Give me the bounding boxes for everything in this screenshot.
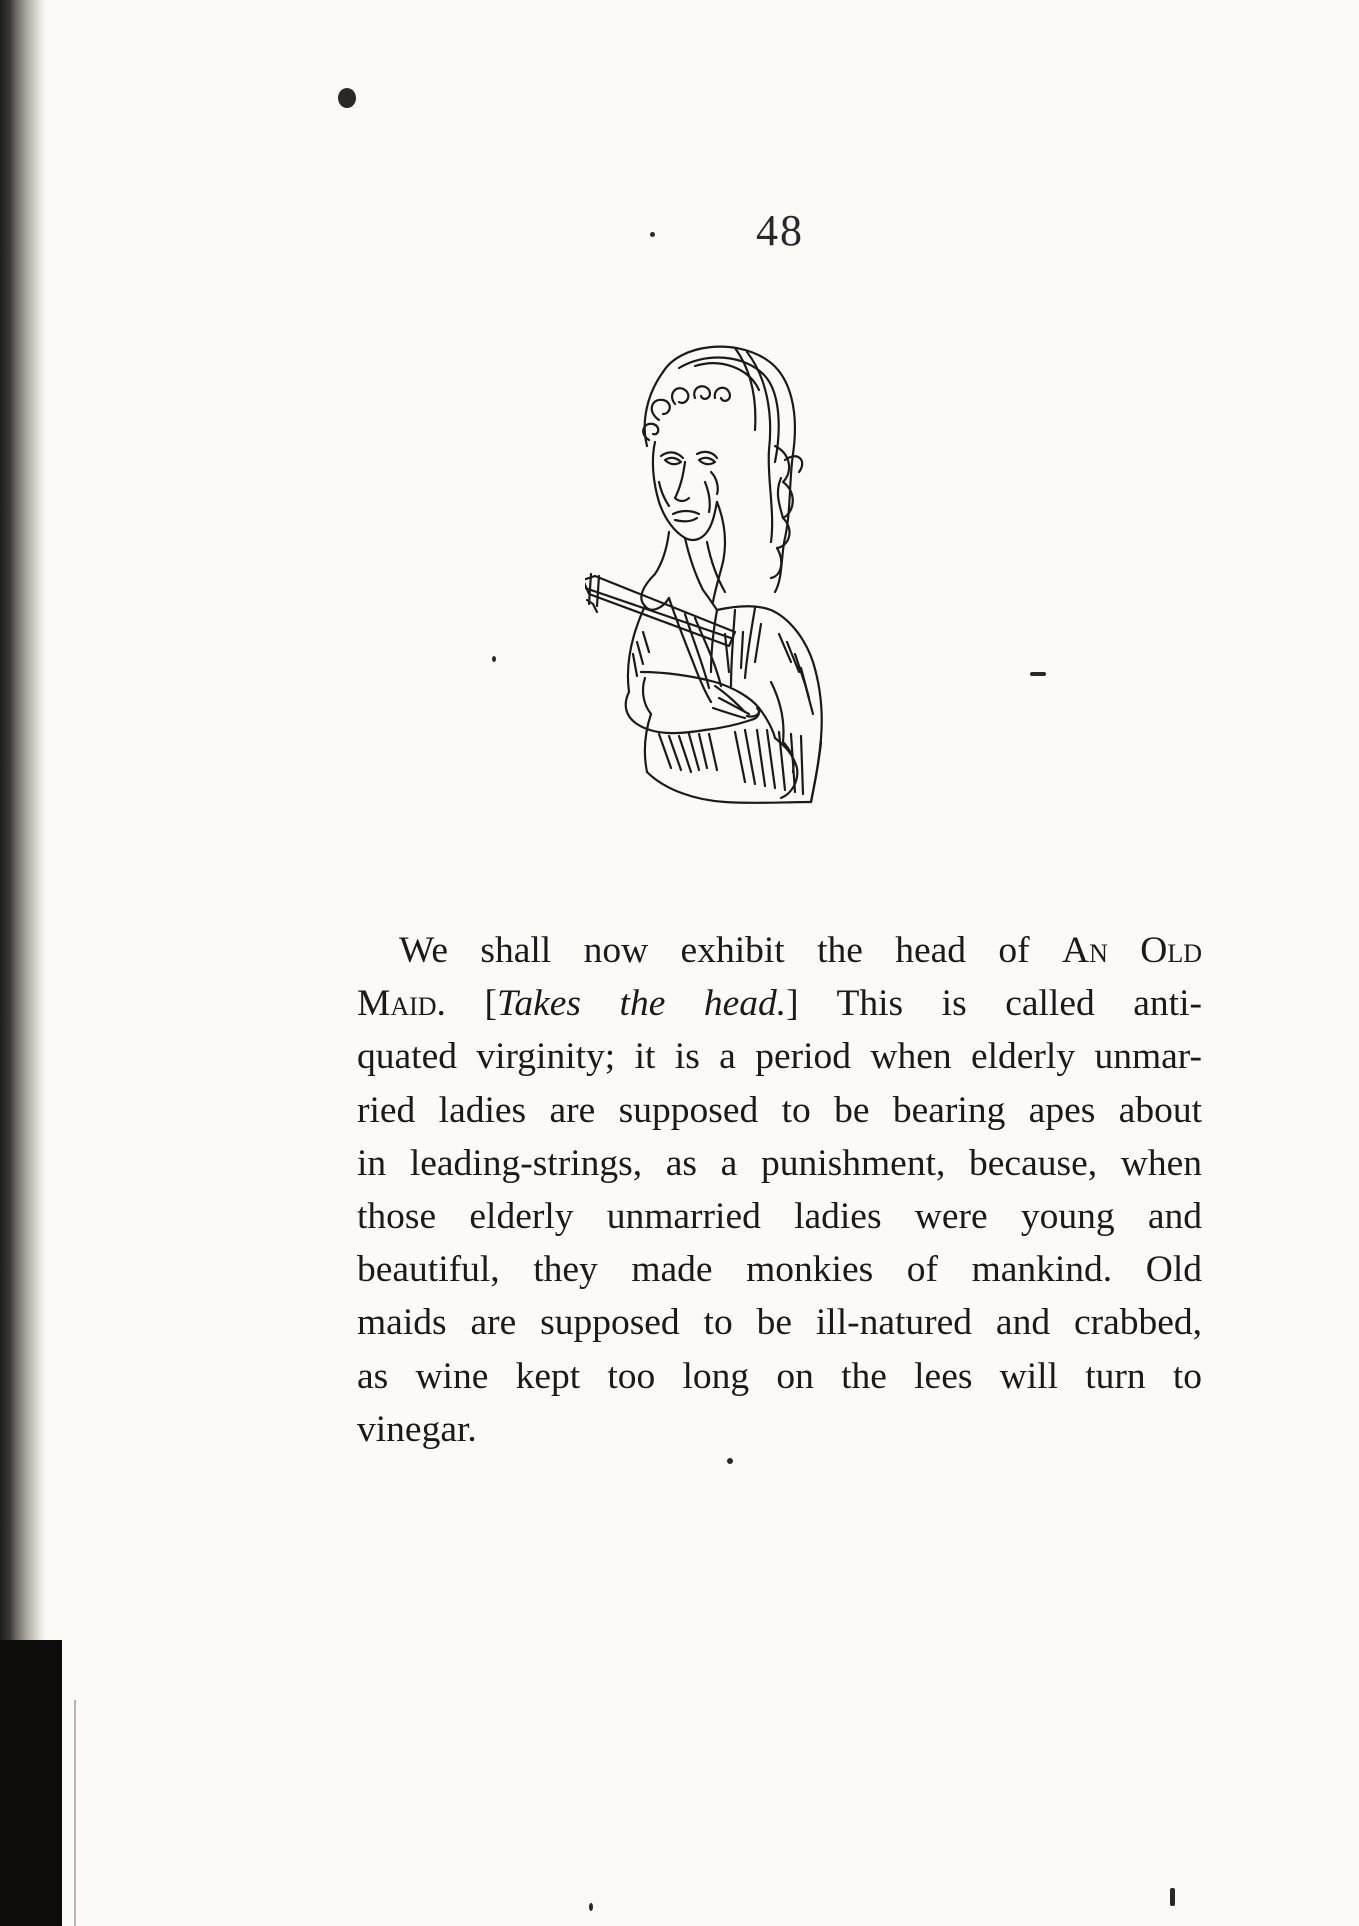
text-line: in leading-strings, as a punishment, because, when — [357, 1142, 1202, 1184]
ink-speck — [589, 1903, 593, 1911]
ink-speck — [650, 232, 655, 237]
text-line: quated virginity; it is a period when elderly unmar- — [357, 1036, 1202, 1078]
ink-speck — [492, 656, 496, 662]
body-paragraph — [357, 924, 1202, 1456]
text-line: Maid. [Takes the head.] This is called anti- — [357, 983, 1202, 1025]
text-line: those elderly unmarried ladies were young and — [357, 1196, 1202, 1238]
binding-shadow — [0, 1640, 62, 1926]
text-line: ried ladies are supposed to be bearing apes about — [357, 1089, 1202, 1131]
text-line: maids are supposed to be ill-natured and crabbed, — [357, 1302, 1202, 1344]
text-line: We shall now exhibit the head of An Old — [399, 930, 1202, 971]
binding-gutter — [0, 0, 46, 1926]
old-maid-woodcut-icon — [585, 342, 905, 842]
binding-edge-line — [74, 1700, 76, 1926]
ink-blot — [338, 88, 356, 108]
text-line: vinegar. — [357, 1408, 477, 1450]
page-number: 48 — [756, 206, 804, 255]
ink-speck — [727, 1458, 733, 1464]
ink-speck — [1170, 1888, 1175, 1906]
text-line: beautiful, they made monkies of mankind. Old — [357, 1249, 1202, 1291]
text-line: as wine kept too long on the lees will turn to — [357, 1355, 1202, 1397]
ink-speck — [1030, 672, 1046, 676]
